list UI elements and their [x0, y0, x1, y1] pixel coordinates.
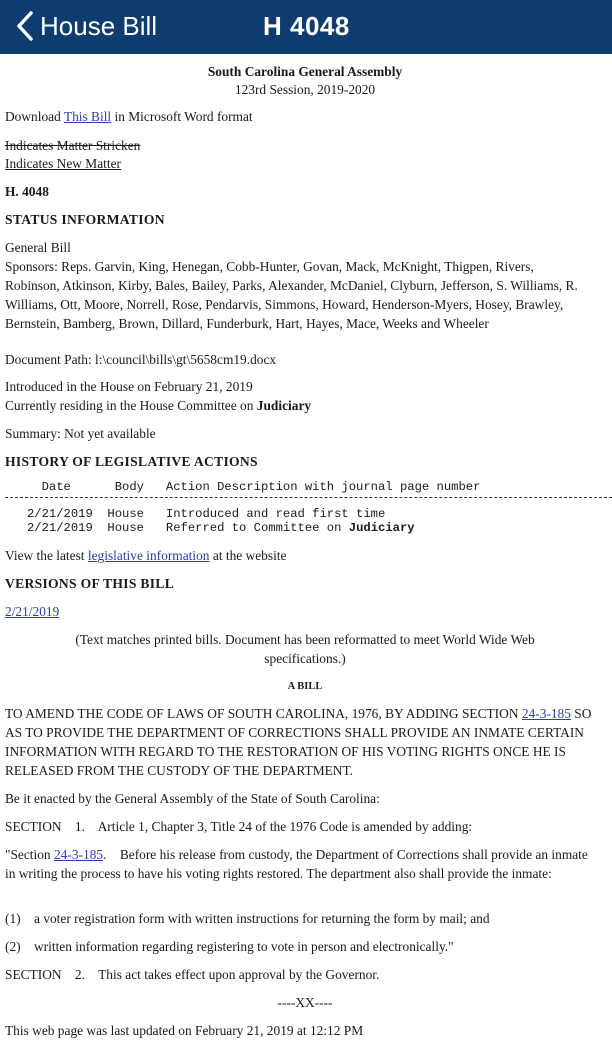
history-row: 2/21/2019 House Referred to Committee on Judiciary — [5, 521, 415, 535]
assembly-title: South Carolina General Assembly — [207, 64, 403, 79]
end-mark: ----XX---- — [277, 995, 333, 1010]
sponsors: Sponsors: Reps. Garvin, King, Henegan, Cobb-Hunter, Govan, Mack, McKnight, Thigpen, Rivers, Robinson, Atkinson, Kirby, Bales, Bailey, Parks, Alexander, McDaniel, Clyburn, Jefferson, S. Williams, R. Williams, Ott, Moore, Norrell, Rose, Pendarvis, Simmons, Howard, Henderson-Myers, Hosey, Brawley, Bernstein, Bamberg, Brown, Dillard, Funderburk, Hart, Hayes, Mace, Weeks and Wheeler — [5, 259, 578, 331]
back-label: House Bill — [40, 11, 158, 41]
history-columns: Date Body Action Description with journal page number — [5, 480, 481, 494]
bill-number: H. 4048 — [5, 184, 49, 199]
legend-stricken: Indicates Matter Stricken — [5, 138, 141, 153]
download-prefix: Download — [5, 109, 64, 124]
session-label: 123rd Session, 2019-2020 — [234, 82, 376, 97]
bill-caption: TO AMEND THE CODE OF LAWS OF SOUTH CAROLINA, 1976, BY ADDING SECTION 24-3-185 SO AS TO PROVIDE THE DEPARTMENT OF CORRECTIONS SHALL PROVIDE AN INMATE CERTAIN INFORMATION WITH REGARD TO THE RESTORATION OF HIS VOTING RIGHTS ONCE HE IS RELEASED FROM THE CUSTODY OF THE DEPARTMENT. — [5, 706, 592, 778]
history-row: 2/21/2019 House Introduced and read first time — [5, 507, 386, 521]
residing-prefix: Currently residing in the House Committee on — [5, 398, 257, 413]
version-date-link-wrap — [5, 602, 605, 621]
section-1: SECTION 1. Article 1, Chapter 3, Title 24 of the 1976 Code is amended by adding: — [5, 819, 473, 834]
status-heading: STATUS INFORMATION — [5, 212, 165, 227]
bill-type: General Bill — [5, 240, 71, 255]
latest-info-line — [5, 546, 605, 565]
download-suffix: in Microsoft Word format — [111, 109, 253, 124]
section-2: SECTION 2. This act takes effect upon approval by the Governor. — [5, 967, 380, 982]
legislative-information-link[interactable]: legislative information — [87, 548, 210, 563]
document-path: Document Path: l:\council\bills\gt\5658cm19.docx — [5, 352, 277, 367]
chevron-left-icon — [16, 11, 34, 41]
version-note: (Text matches printed bills. Document has been reformatted to meet World Wide Web specifications.) — [75, 632, 535, 666]
section-24-3-185-text: "Section 24-3-185. Before his release from custody, the Department of Corrections shall provide an inmate in writing the process to have his voting rights restored. The department also shall provide the inmate: — [5, 847, 592, 881]
residing-committee — [5, 396, 605, 415]
latest-prefix: View the latest — [5, 548, 88, 563]
history-heading: HISTORY OF LEGISLATIVE ACTIONS — [5, 454, 258, 469]
version-date-link[interactable]: 2/21/2019 — [5, 604, 60, 619]
list-item: (1) a voter registration form with written instructions for returning the form by mail; and — [5, 911, 490, 926]
list-item: (2) written information regarding registering to vote in person and electronically." — [5, 939, 454, 954]
committee-name: Judiciary — [256, 398, 312, 413]
download-line — [5, 107, 605, 126]
download-bill-link[interactable]: This Bill — [63, 109, 112, 124]
nav-title: H 4048 — [263, 11, 350, 41]
versions-heading: VERSIONS OF THIS BILL — [5, 576, 175, 591]
latest-suffix: at the website — [209, 548, 287, 563]
summary: Summary: Not yet available — [5, 426, 156, 441]
introduced-date: Introduced in the House on February 21, 2019 — [5, 379, 253, 394]
history-divider — [5, 497, 612, 498]
enacting-clause: Be it enacted by the General Assembly of the State of South Carolina: — [5, 791, 380, 806]
back-button[interactable] — [16, 6, 157, 46]
last-updated: This web page was last updated on February 21, 2019 at 12:12 PM — [5, 1023, 364, 1038]
section-24-3-185-link[interactable]: 24-3-185 — [521, 706, 571, 721]
section-24-3-185-inline-link[interactable]: 24-3-185 — [53, 847, 104, 862]
a-bill-title: A BILL — [287, 681, 323, 692]
top-navigation-bar — [0, 0, 612, 54]
legend-new-matter: Indicates New Matter — [5, 156, 122, 171]
